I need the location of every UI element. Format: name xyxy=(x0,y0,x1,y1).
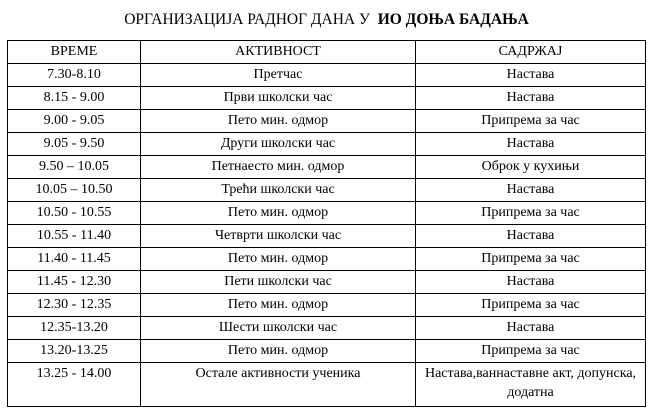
title-school-name: ИО ДОЊА БАДАЊА xyxy=(377,11,529,28)
activity-cell: Претчас xyxy=(141,64,416,87)
activity-cell: Петнаесто мин. одмор xyxy=(141,156,416,179)
content-cell: Настава xyxy=(416,64,646,87)
activity-cell: Пето мин. одмор xyxy=(141,340,416,363)
time-cell: 10.05 – 10.50 xyxy=(8,179,141,202)
time-cell: 9.00 - 9.05 xyxy=(8,110,141,133)
time-cell: 13.25 - 14.00 xyxy=(8,363,141,407)
time-cell: 11.45 - 12.30 xyxy=(8,271,141,294)
content-cell: Припрема за час xyxy=(416,248,646,271)
table-row xyxy=(8,156,646,179)
content-cell: Настава xyxy=(416,317,646,340)
time-cell: 11.40 - 11.45 xyxy=(8,248,141,271)
time-cell: 10.50 - 10.55 xyxy=(8,202,141,225)
table-row xyxy=(8,179,646,202)
table-row xyxy=(8,64,646,87)
time-cell: 12.35-13.20 xyxy=(8,317,141,340)
activity-cell: Трећи школски час xyxy=(141,179,416,202)
header-content: САДРЖАЈ xyxy=(416,41,646,64)
table-row xyxy=(8,271,646,294)
table-row xyxy=(8,294,646,317)
time-cell: 9.05 - 9.50 xyxy=(8,133,141,156)
table-row xyxy=(8,202,646,225)
activity-cell: Пето мин. одмор xyxy=(141,110,416,133)
content-cell: Настава xyxy=(416,87,646,110)
table-row xyxy=(8,363,646,407)
activity-cell: Пети школски час xyxy=(141,271,416,294)
content-cell: Припрема за час xyxy=(416,294,646,317)
content-cell: Припрема за час xyxy=(416,110,646,133)
table-row xyxy=(8,110,646,133)
table-row xyxy=(8,340,646,363)
activity-cell: Шести школски час xyxy=(141,317,416,340)
title-text: ОРГАНИЗАЦИЈА РАДНОГ ДАНА У xyxy=(124,11,378,28)
content-cell: Оброк у кухињи xyxy=(416,156,646,179)
content-cell: Припрема за час xyxy=(416,202,646,225)
activity-cell: Пето мин. одмор xyxy=(141,202,416,225)
document-title xyxy=(0,8,653,32)
content-cell: Припрема за час xyxy=(416,340,646,363)
content-cell: Настава xyxy=(416,133,646,156)
time-cell: 7.30-8.10 xyxy=(8,64,141,87)
activity-cell: Пето мин. одмор xyxy=(141,248,416,271)
time-cell: 8.15 - 9.00 xyxy=(8,87,141,110)
time-cell: 12.30 - 12.35 xyxy=(8,294,141,317)
activity-cell: Други школски час xyxy=(141,133,416,156)
table-row xyxy=(8,225,646,248)
activity-cell: Први школски час xyxy=(141,87,416,110)
content-cell: Настава xyxy=(416,225,646,248)
time-cell: 10.55 - 11.40 xyxy=(8,225,141,248)
content-cell: Настава,ваннаставне акт, допунска, додатна xyxy=(416,363,646,407)
table-row xyxy=(8,248,646,271)
content-cell: Настава xyxy=(416,271,646,294)
activity-cell: Четврти школски час xyxy=(141,225,416,248)
time-cell: 13.20-13.25 xyxy=(8,340,141,363)
time-cell: 9.50 – 10.05 xyxy=(8,156,141,179)
table-row xyxy=(8,317,646,340)
activity-cell: Пето мин. одмор xyxy=(141,294,416,317)
header-time: ВРЕМЕ xyxy=(8,41,141,64)
header-row xyxy=(8,41,646,64)
table-row xyxy=(8,87,646,110)
activity-cell: Остале активности ученика xyxy=(141,363,416,407)
schedule-table xyxy=(7,40,646,407)
content-cell: Настава xyxy=(416,179,646,202)
table-row xyxy=(8,133,646,156)
header-activity: АКТИВНОСТ xyxy=(141,41,416,64)
